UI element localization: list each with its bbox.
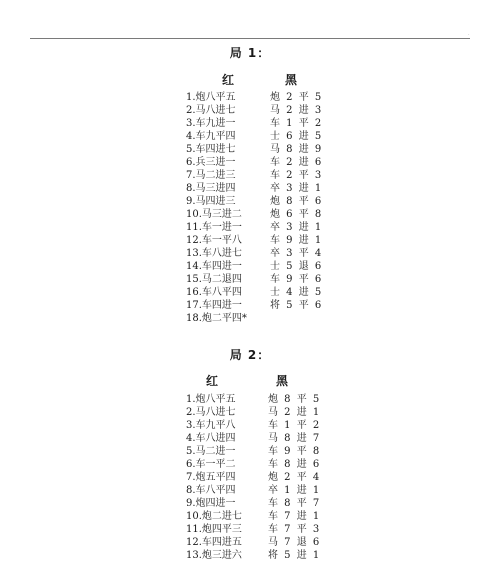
move-row (0, 510, 500, 523)
red-move: 4.车九平四 (186, 131, 236, 142)
red-move: 7.马二进三 (186, 170, 236, 181)
move-row (0, 312, 500, 325)
move-row (0, 104, 500, 117)
black-move: 炮 2 平 4 (268, 472, 321, 483)
corner-mark: · (468, 32, 470, 38)
move-row (0, 445, 500, 458)
red-move: 13.炮三进六 (186, 550, 242, 561)
move-row (0, 458, 500, 471)
black-move: 卒 3 平 4 (270, 248, 323, 259)
move-row (0, 497, 500, 510)
move-row (0, 169, 500, 182)
red-move: 5.车四进七 (186, 144, 236, 155)
game-2-move-list (0, 393, 500, 562)
red-move: 6.车一平二 (186, 459, 236, 470)
red-move: 2.马八进七 (186, 407, 236, 418)
red-move: 3.车九平八 (186, 420, 236, 431)
red-move: 8.马三进四 (186, 183, 236, 194)
move-row (0, 299, 500, 312)
move-row (0, 484, 500, 497)
move-row (0, 549, 500, 562)
move-row (0, 471, 500, 484)
black-move: 车 9 平 8 (268, 446, 321, 457)
move-row (0, 91, 500, 104)
game-1-title: 局 1： (229, 46, 271, 60)
move-row (0, 117, 500, 130)
red-move: 7.炮五平四 (186, 472, 236, 483)
black-move: 卒 3 进 1 (270, 183, 323, 194)
red-move: 9.炮四进一 (186, 498, 236, 509)
black-move: 车 9 平 6 (270, 274, 323, 285)
red-move: 9.马四进三 (186, 196, 236, 207)
black-move: 车 1 平 2 (268, 420, 321, 431)
red-move: 17.车四进一 (186, 300, 242, 311)
move-row (0, 419, 500, 432)
move-row (0, 393, 500, 406)
red-move: 10.炮二进七 (186, 511, 242, 522)
red-move: 8.车八平四 (186, 485, 236, 496)
black-move: 车 8 进 6 (268, 459, 321, 470)
black-move: 车 8 平 7 (268, 498, 321, 509)
game-1-black-header: 黑 (285, 73, 298, 87)
red-move: 13.车八进七 (186, 248, 242, 259)
move-row (0, 234, 500, 247)
black-move: 车 7 平 3 (268, 524, 321, 535)
black-move: 车 9 进 1 (270, 235, 323, 246)
move-row (0, 247, 500, 260)
move-row (0, 130, 500, 143)
move-row (0, 221, 500, 234)
red-move: 1.炮八平五 (186, 92, 236, 103)
move-row (0, 536, 500, 549)
red-move: 14.车四进一 (186, 261, 242, 272)
black-move: 马 2 进 1 (268, 407, 321, 418)
black-move: 车 2 进 6 (270, 157, 323, 168)
game-2-black-header: 黑 (276, 374, 289, 388)
move-row (0, 182, 500, 195)
red-move: 2.马八进七 (186, 105, 236, 116)
game-2-red-header: 红 (206, 374, 219, 388)
black-move: 车 1 平 2 (270, 118, 323, 129)
move-row (0, 273, 500, 286)
red-move: 12.车一平八 (186, 235, 242, 246)
move-row (0, 286, 500, 299)
black-move: 炮 8 平 5 (268, 394, 321, 405)
black-move: 炮 2 平 5 (270, 92, 323, 103)
move-row (0, 432, 500, 445)
black-move: 马 8 进 7 (268, 433, 321, 444)
move-row (0, 523, 500, 536)
game-1-red-header: 红 (222, 73, 235, 87)
game-2-title: 局 2： (229, 348, 271, 362)
red-move: 11.炮四平三 (186, 524, 242, 535)
red-move: 12.车四进五 (186, 537, 242, 548)
black-move: 马 7 退 6 (268, 537, 321, 548)
black-move: 马 8 进 9 (270, 144, 323, 155)
move-row (0, 156, 500, 169)
red-move: 5.马二进一 (186, 446, 236, 457)
move-row (0, 406, 500, 419)
black-move: 卒 1 进 1 (268, 485, 321, 496)
black-move: 士 6 进 5 (270, 131, 323, 142)
red-move: 1.炮八平五 (186, 394, 236, 405)
black-move: 炮 8 平 6 (270, 196, 323, 207)
red-move: 11.车一进一 (186, 222, 242, 233)
black-move: 将 5 平 6 (270, 300, 323, 311)
black-move: 车 7 进 1 (268, 511, 321, 522)
red-move: 16.车八平四 (186, 287, 242, 298)
top-rule (30, 38, 470, 39)
black-move: 卒 3 进 1 (270, 222, 323, 233)
move-row (0, 260, 500, 273)
red-move: 15.马二退四 (186, 274, 242, 285)
black-move: 士 4 进 5 (270, 287, 323, 298)
black-move: 炮 6 平 8 (270, 209, 323, 220)
game-1-move-list (0, 91, 500, 325)
move-row (0, 143, 500, 156)
red-move: 6.兵三进一 (186, 157, 236, 168)
black-move: 士 5 退 6 (270, 261, 323, 272)
red-move: 10.马三进二 (186, 209, 242, 220)
black-move: 车 2 平 3 (270, 170, 323, 181)
move-row (0, 208, 500, 221)
move-row (0, 195, 500, 208)
red-move: 3.车九进一 (186, 118, 236, 129)
red-move: 4.车八进四 (186, 433, 236, 444)
red-move: 18.炮二平四* (186, 313, 247, 324)
black-move: 马 2 进 3 (270, 105, 323, 116)
black-move: 将 5 进 1 (268, 550, 321, 561)
